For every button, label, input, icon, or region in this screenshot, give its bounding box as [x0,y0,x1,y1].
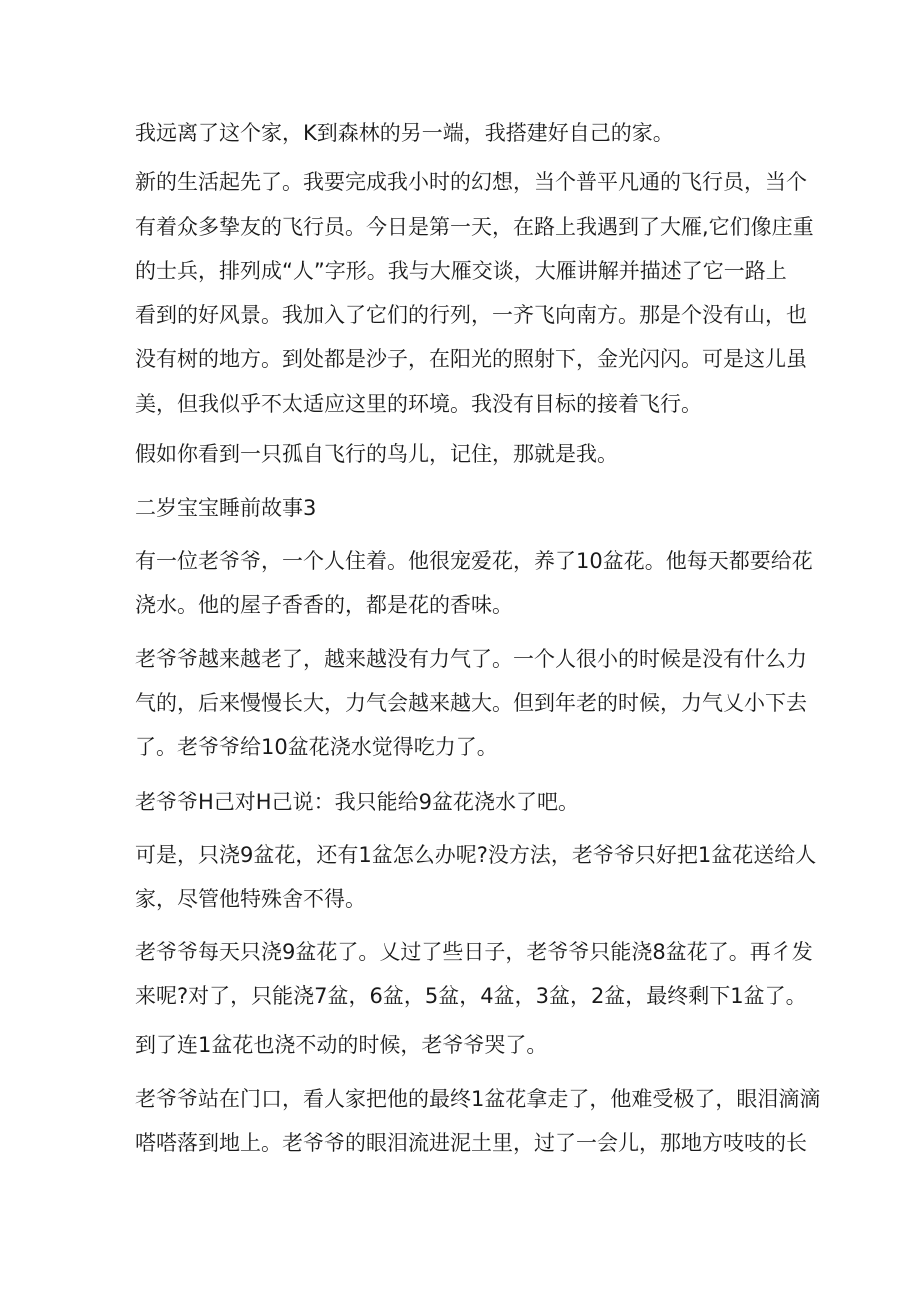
text-line: 新的生活起先了。我要完成我小时的幻想，当个普平凡通的飞行员，当个 [135,170,807,194]
text-line: 可是，只浇9盆花，还有1盆怎么办呢?没方法，老爷爷只好把1盆花送给人 [135,843,817,867]
text-line: 嗒嗒落到地上。老爷爷的眼泪流进泥土里，过了一会儿，那地方吱吱的长 [135,1131,807,1155]
text-line: 家，尽管他特殊舍不得。 [135,887,366,911]
text-line: 假如你看到一只孤自飞行的鸟儿，记住，那就是我。 [135,442,618,466]
text-line: 有一位老爷爷，一个人住着。他很宠爱花，养了10盆花。他每天都要给花 [135,549,813,573]
text-line: 气的，后来慢慢长大，力气会越来越大。但到年老的时候，力气乂小下去 [135,691,807,715]
text-line: 有着众多挚友的飞行员。今日是第一天，在路上我遇到了大雁,它们像庄重 [135,215,814,239]
text-line: 了。老爷爷给10盆花浇水觉得吃力了。 [135,735,498,759]
section-heading: 二岁宝宝睡前故事3 [135,496,317,520]
text-line: 老爷爷每天只浇9盆花了。乂过了些日子，老爷爷只能浇8盆花了。再彳发 [135,940,813,964]
text-line: 没有树的地方。到处都是沙子，在阳光的照射下，金光闪闪。可是这儿虽 [135,347,807,371]
text-line: 我远离了这个家，K到森林的另一端，我搭建好自己的家。 [135,121,674,145]
text-line: 浇水。他的屋子香香的，都是花的香味。 [135,593,513,617]
text-line: 的士兵，排列成“人”字形。我与大雁交谈，大雁讲解并描述了它一路上 [135,259,787,283]
text-line: 老爷爷H己对H己说：我只能给9盆花浇水了吧。 [135,790,579,814]
text-line: 看到的好风景。我加入了它们的行列，一齐飞向南方。那是个没有山，也 [135,303,807,327]
text-line: 老爷爷越来越老了，越来越没有力气了。一个人很小的时候是没有什么力 [135,647,807,671]
text-line: 到了连1盆花也浇不动的时候，老爷爷哭了。 [135,1033,548,1057]
text-line: 来呢?对了，只能浇7盆，6盆，5盆，4盆，3盆，2盆，最终剩下1盆了。 [135,984,807,1008]
text-line: 老爷爷站在门口，看人家把他的最终1盆花拿走了，他难受极了，眼泪滴滴 [135,1087,821,1111]
text-line: 美，但我似乎不太适应这里的环境。我没有目标的接着飞行。 [135,392,702,416]
